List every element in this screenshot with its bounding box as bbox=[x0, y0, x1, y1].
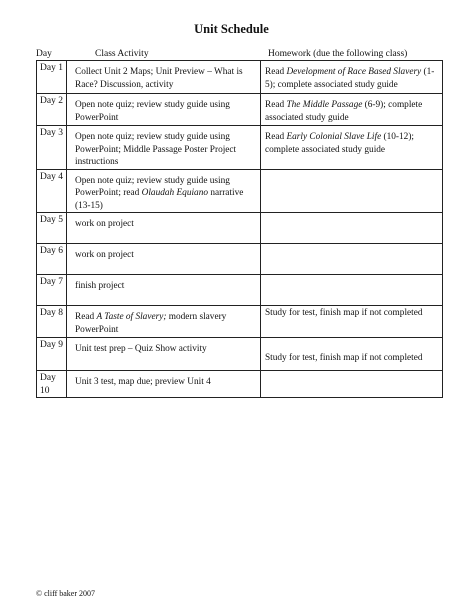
activity-cell bbox=[67, 61, 261, 94]
cell-text: Collect Unit 2 Maps; Unit Preview – What is Race? Discussion, activity bbox=[75, 67, 243, 90]
homework-cell bbox=[261, 371, 443, 398]
header-day: Day bbox=[36, 49, 52, 59]
table-row bbox=[37, 61, 443, 94]
activity-cell bbox=[67, 94, 261, 126]
activity-cell bbox=[67, 306, 261, 338]
page-title: Unit Schedule bbox=[194, 22, 269, 36]
activity-cell bbox=[67, 338, 261, 371]
cell-text: narrative (13-15) bbox=[75, 188, 244, 211]
homework-cell bbox=[261, 306, 443, 338]
homework-cell bbox=[261, 94, 443, 126]
table-row bbox=[37, 306, 443, 338]
homework-cell bbox=[261, 61, 443, 94]
day-cell: Day 8 bbox=[37, 306, 67, 338]
cell-text: (1-5); complete associated study guide bbox=[265, 67, 435, 90]
activity-cell bbox=[67, 371, 261, 398]
cell-text: Open note quiz; review study guide using PowerPoint; Middle Passage Poster Project instructions bbox=[75, 132, 237, 167]
day-cell: Day 10 bbox=[37, 371, 67, 398]
table-row bbox=[37, 94, 443, 126]
cell-text: Read bbox=[75, 312, 97, 322]
day-cell: Day 2 bbox=[37, 94, 67, 126]
header-class-activity: Class Activity bbox=[95, 49, 149, 59]
cell-text: Study for test, finish map if not completed bbox=[265, 308, 423, 318]
italic-title-text: Early Colonial Slave Life bbox=[286, 132, 382, 142]
cell-text: Open note quiz; review study guide using PowerPoint bbox=[75, 100, 230, 123]
table-row bbox=[37, 275, 443, 306]
cell-text: Open note quiz; review study guide using PowerPoint; read bbox=[75, 175, 230, 198]
cell-text: finish project bbox=[75, 281, 125, 291]
table-row bbox=[37, 338, 443, 371]
cell-text: Read bbox=[265, 100, 287, 110]
italic-title-text: Olaudah Equiano bbox=[141, 188, 208, 198]
day-cell: Day 1 bbox=[37, 61, 67, 94]
italic-title-text: The Middle Passage bbox=[286, 100, 363, 110]
day-cell: Day 3 bbox=[37, 126, 67, 170]
header-homework: Homework (due the following class) bbox=[268, 49, 408, 59]
table-row bbox=[37, 126, 443, 170]
copyright-footer: © cliff baker 2007 bbox=[36, 589, 96, 598]
activity-cell bbox=[67, 126, 261, 170]
day-cell: Day 7 bbox=[37, 275, 67, 306]
activity-cell bbox=[67, 169, 261, 213]
cell-text: work on project bbox=[75, 250, 134, 260]
cell-text: Unit test prep – Quiz Show activity bbox=[75, 344, 207, 354]
homework-cell bbox=[261, 275, 443, 306]
homework-cell bbox=[261, 213, 443, 244]
homework-cell bbox=[261, 338, 443, 371]
cell-text: modern slavery PowerPoint bbox=[75, 312, 227, 335]
activity-cell bbox=[67, 244, 261, 275]
table-row bbox=[37, 213, 443, 244]
italic-title-text: Development of Race Based Slavery bbox=[286, 67, 422, 77]
schedule-table bbox=[36, 60, 443, 398]
cell-text: (10-12); complete associated study guide bbox=[265, 132, 415, 155]
day-cell: Day 5 bbox=[37, 213, 67, 244]
homework-cell bbox=[261, 126, 443, 170]
cell-text: work on project bbox=[75, 219, 134, 229]
cell-text: Study for test, finish map if not completed bbox=[265, 353, 423, 363]
day-cell: Day 6 bbox=[37, 244, 67, 275]
day-cell: Day 4 bbox=[37, 169, 67, 213]
homework-cell bbox=[261, 169, 443, 213]
activity-cell bbox=[67, 275, 261, 306]
activity-cell bbox=[67, 213, 261, 244]
cell-text: Read bbox=[265, 67, 287, 77]
homework-cell bbox=[261, 244, 443, 275]
table-row bbox=[37, 169, 443, 213]
day-cell: Day 9 bbox=[37, 338, 67, 371]
cell-text: (6-9); complete associated study guide bbox=[265, 100, 423, 123]
cell-text: Read bbox=[265, 132, 287, 142]
italic-title-text: A Taste of Slavery; bbox=[96, 312, 167, 322]
cell-text: Unit 3 test, map due; preview Unit 4 bbox=[75, 377, 211, 387]
table-row bbox=[37, 244, 443, 275]
table-row bbox=[37, 371, 443, 398]
